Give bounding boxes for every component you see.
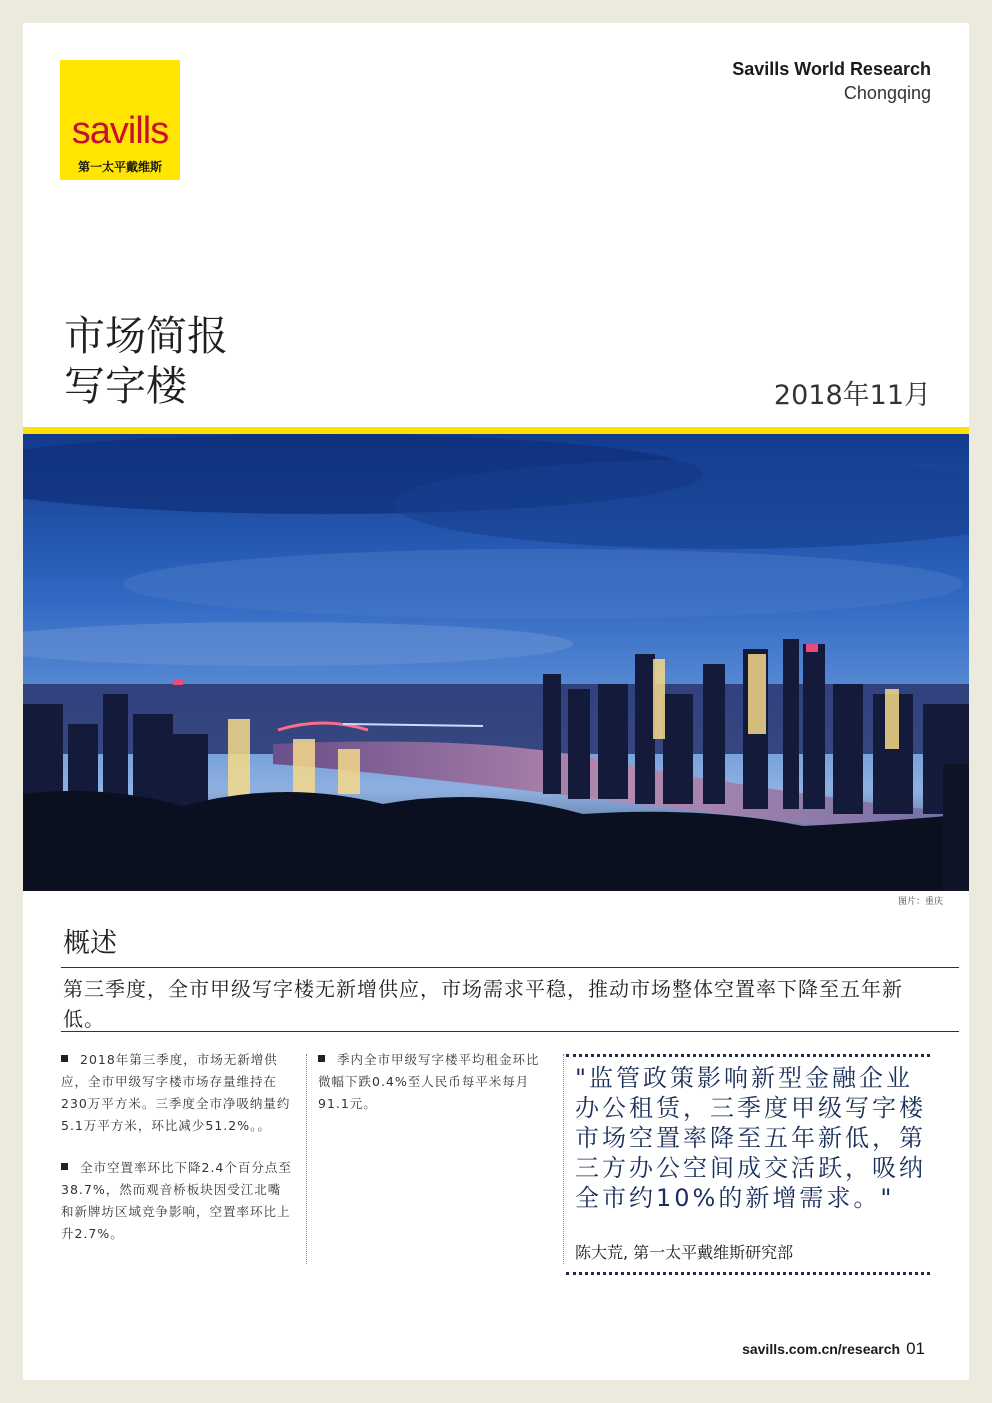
rule-top xyxy=(61,967,959,968)
section-title-overview: 概述 xyxy=(63,928,117,959)
page-title xyxy=(64,311,228,411)
title-line-1: 市场简报 xyxy=(64,312,228,360)
footer xyxy=(742,1339,925,1359)
report-page xyxy=(23,23,969,1380)
footer-url[interactable]: savills.com.cn/research xyxy=(742,1341,901,1357)
hero-cityscape-image xyxy=(23,434,969,891)
savills-logo xyxy=(60,60,180,180)
bullet-item: 2018年第三季度，市场无新增供应，全市甲级写字楼市场存量维持在230万平方米。三季度全市净吸纳量约5.1万平方米，环比减少51.2%。。 xyxy=(61,1052,291,1133)
bullet-item: 季内全市甲级写字楼平均租金环比微幅下跌0.4%至人民币每平米每月91.1元。 xyxy=(318,1052,540,1111)
bullet-square-icon xyxy=(61,1055,68,1062)
quote-bottom-border xyxy=(566,1272,930,1275)
bullet-square-icon xyxy=(318,1055,325,1062)
logo-subtitle: 第一太平戴维斯 xyxy=(77,160,162,174)
rule-bottom xyxy=(61,1031,959,1032)
bullet-square-icon xyxy=(61,1163,68,1170)
left-column xyxy=(61,1049,293,1265)
header-city: Chongqing xyxy=(843,83,931,103)
lead-paragraph: 第三季度，全市甲级写字楼无新增供应，市场需求平稳，推动市场整体空置率下降至五年新低。 xyxy=(63,977,903,1031)
title-line-2: 写字楼 xyxy=(64,362,187,410)
quote-top-border xyxy=(566,1054,930,1057)
yellow-divider xyxy=(23,427,969,434)
bullet-item: 全市空置率环比下降2.4个百分点至38.7%，然而观音桥板块因受江北嘴和新牌坊区域竞争影响，空置率环比上升2.7%。 xyxy=(61,1160,292,1241)
column-divider xyxy=(306,1054,307,1264)
logo-name: savills xyxy=(71,110,169,152)
quote-author: 陈大荒, 第一太平戴维斯研究部 xyxy=(575,1243,794,1262)
page-number: 01 xyxy=(906,1339,925,1358)
pull-quote: "监管政策影响新型金融企业办公租赁，三季度甲级写字楼市场空置率降至五年新低，第三方办公空间成交活跃，吸纳全市约10%的新增需求。" xyxy=(575,1064,926,1212)
header-title: Savills World Research xyxy=(732,59,931,79)
report-date: 2018年11月 xyxy=(773,380,931,411)
image-caption: 图片：重庆 xyxy=(897,897,943,907)
middle-column xyxy=(318,1049,550,1135)
column-divider xyxy=(563,1054,564,1264)
